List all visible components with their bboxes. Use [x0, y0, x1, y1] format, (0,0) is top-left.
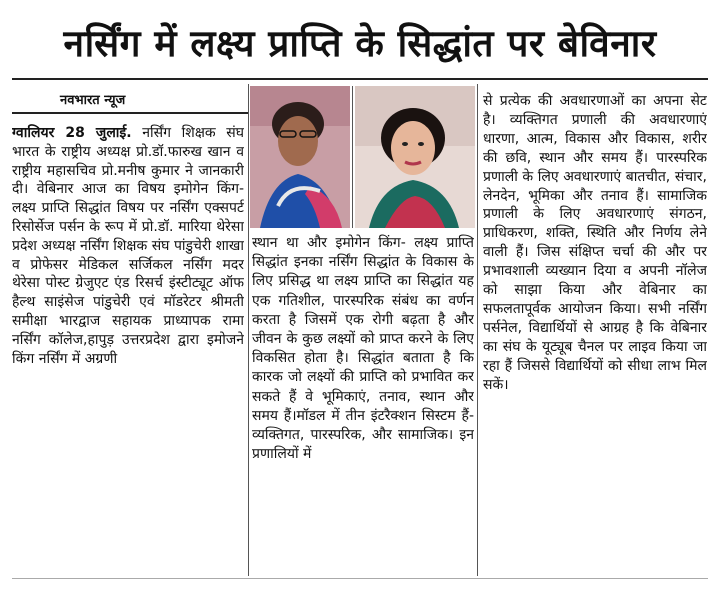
- column-divider-2: [477, 84, 478, 576]
- column-3: [483, 92, 707, 576]
- column-divider-photo: [352, 86, 353, 228]
- headline: नर्सिंग में लक्ष्य प्राप्ति के सिद्धांत पर बेविनार: [63, 21, 657, 65]
- speaker-2-image: [355, 86, 475, 228]
- column-2: [252, 234, 474, 576]
- column-divider-1: [248, 84, 249, 576]
- column-1-text: नर्सिंग शिक्षक संघ भारत के राष्ट्रीय अध्यक्ष प्रो.डॉ.फारुख खान व राष्ट्रीय महासचिव प्रो.मनीष कुमार ने जानकारी दी। वेबिनार आज का विषय इमोगेन किंग- लक्ष्य प्राप्ति सिद्धांत विषय पर नर्सिंग एक्सपर्ट रिसोर्सेज पर्सन के रूप में प्रो.डॉ. मारिया थेरेसा प्रदेश अध्यक्ष नर्सिंग शिक्षक संघ पांडुचेरी शाखा व प्रोफेसर मेडिकल सर्जिकल नर्सिंग मदर थेरेसा पोस्ट ग्रेजुएट एंड रिसर्च इंस्टीट्यूट ऑफ हैल्थ साइंसेज पांडुचेरी एवं मॉडरेटर श्रीमती समीक्षा भारद्वाज सहायक प्राध्यापक रामा नर्सिंग कॉलेज,हापुड़ उत्तरप्रदेश द्वारा इमोजने किंग नर्सिंग में अग्रणी: [12, 125, 244, 367]
- column-1: [12, 124, 244, 576]
- speaker-photo-1: [250, 86, 350, 228]
- column-3-text: से प्रत्येक की अवधारणाओं का अपना सेट है। व्यक्तिगत प्रणाली की अवधारणाएं धारणा, आत्म, विकास और विकास, शरीर की छवि, स्थान और समय हैं। पारस्परिक प्रणाली के लिए अवधारणाएं बातचीत, संचार, लेनदेन, भूमिका और तनाव हैं। सामाजिक प्रणाली के लिए अवधारणाएं संगठन, प्राधिकरण, शक्ति, स्थिति और निर्णय लेने वाली हैं। जिस संक्षिप्त चर्चा की और पर प्रभावशाली व्यख्यान दिया व अपनी नॉलेज को साझा किया और वेबिनार का सफलतापूर्वक आयोजन किया। सभी नर्सिंग पर्सनेल, विद्यार्थियों से आग्रह है कि वेबिनार का संघ के यूट्यूब चैनल पर लाइव किया जा रहा हैं जिससे विद्यार्थियों को सीधा लाभ मिल सकें।: [483, 93, 707, 393]
- speaker-1-image: [250, 86, 350, 228]
- column-1-paragraph: [12, 124, 244, 368]
- byline: नवभारत न्यूज: [60, 93, 126, 108]
- headline-rule: [12, 78, 708, 80]
- byline-rule: [12, 112, 248, 114]
- speaker-photo-2: [355, 86, 475, 228]
- dateline: ग्वालियर 28 जुलाई.: [12, 125, 132, 141]
- bottom-rule: [12, 578, 708, 579]
- column-2-text: स्थान था और इमोगेन किंग- लक्ष्य प्राप्ति सिद्धांत इनका नर्सिंग सिद्धांत के विकास के लिए प्रसिद्ध था लक्ष्य प्राप्ति का सिद्धांत यह एक गतिशील, पारस्परिक संबंध का वर्णन करता है जिसमें एक रोगी बढ़ता है और जीवन के कुछ लक्ष्यों को प्राप्त करने के लिए विकसित होता है। सिद्धांत बताता है कि कारक जो लक्ष्यों की प्राप्ति को प्रभावित कर सकते हैं वे भूमिकाएं, तनाव, स्थान और समय हैं।मॉडल में तीन इंटरैक्शन सिस्टम हैं- व्यक्तिगत, पारस्परिक, और सामाजिक। इन प्रणालियों में: [252, 235, 474, 463]
